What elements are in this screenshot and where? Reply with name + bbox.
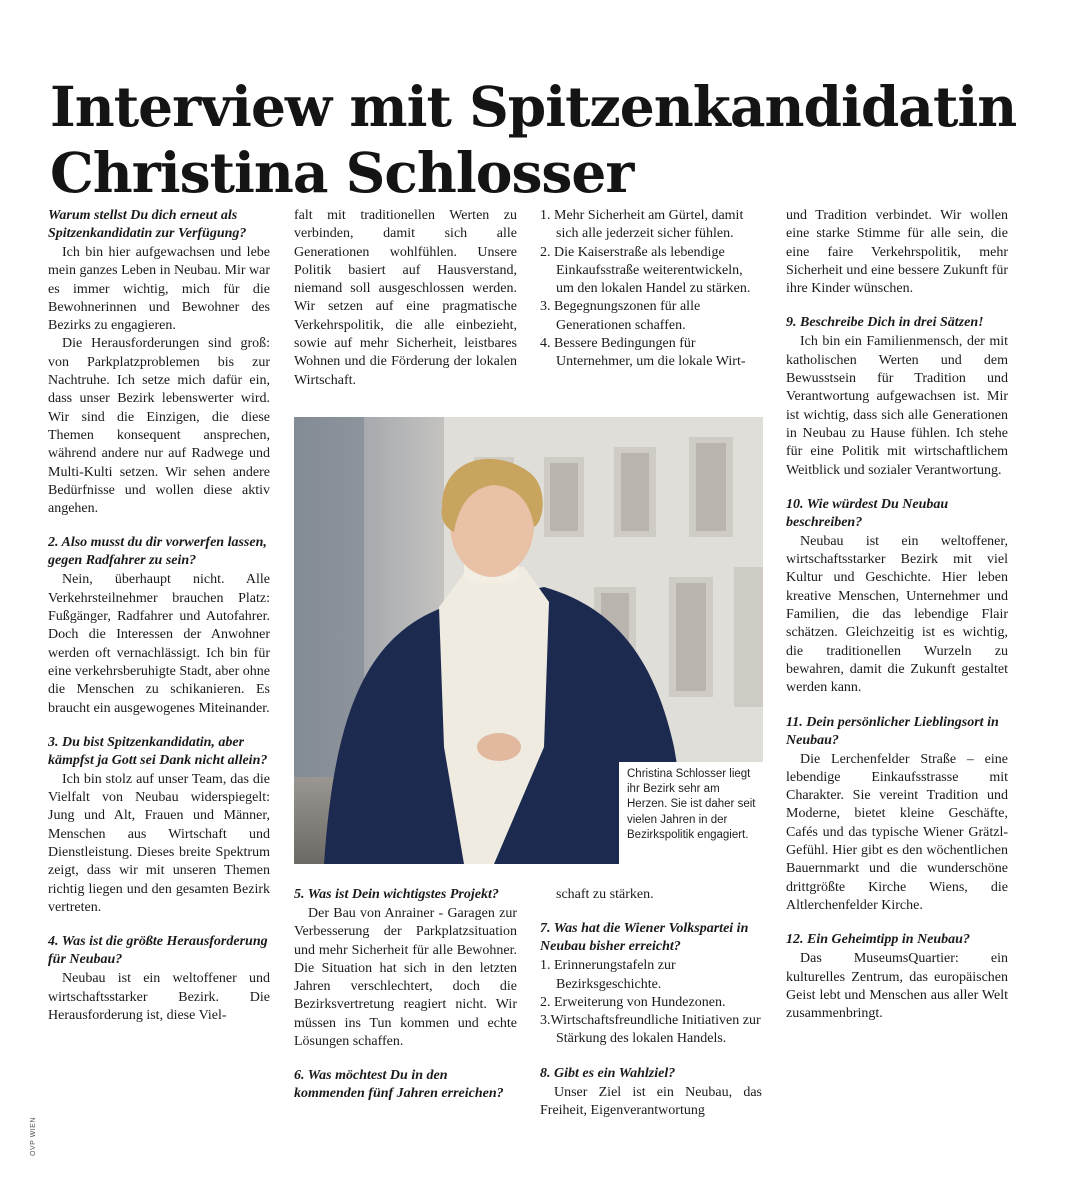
candidate-photo	[294, 417, 763, 864]
answer-8-continued: und Tradition verbindet. Wir wollen eine starke Stimme für alle sein, die eine faire Verkehrspolitik, mehr Sicherheit und eine bessere Zukunft für ihre Kinder wünschen.	[786, 208, 1008, 297]
goals-continued: schaft zu stärken.	[556, 887, 654, 902]
question-2: 2. Also musst du dir vorwerfen lassen, gegen Radfahrer zu sein?	[48, 535, 267, 569]
question-12: 12. Ein Geheimtipp in Neubau?	[786, 932, 970, 948]
question-4: 4. Was ist die größte Herausforderung für Neubau?	[48, 934, 268, 968]
goal-item: 1. Mehr Sicherheit am Gürtel, damit sich alle jederzeit sicher fühlen.	[540, 208, 744, 242]
question-11: 11. Dein persönlicher Lieblingsort in Neubau?	[786, 714, 999, 748]
column-3-top	[540, 207, 762, 372]
photo-caption: Christina Schlosser liegt ihr Bezirk sehr am Herzen. Sie ist daher seit vielen Jahren in der Bezirkspolitik engagiert.	[627, 768, 756, 841]
question-1: Warum stellst Du dich erneut als Spitzenkandidatin zur Verfügung?	[48, 208, 247, 241]
answer-2: Nein, überhaupt nicht. Alle Verkehrsteilnehmer brauchen Platz: Fußgänger, Radfahrer und Autofahrer. Doch die Interessen der Anwohner werden oft vernachlässigt. Ich bin für eine verkehrsberuhigte Stadt, aber ohne die Menschen zu schikanieren. Es braucht ein ausgewogenes Miteinander.	[48, 572, 270, 716]
answer-1-paragraph-1: Ich bin hier aufgewachsen und lebe mein ganzes Leben in Neubau. Mir war es immer wichtig, mich für die Bewohnerinnen und Bewohner des Bezirks zu engagieren.	[48, 245, 270, 334]
column-2-bottom	[294, 886, 517, 1104]
question-6: 6. Was möchtest Du in den kommenden fünf Jahren erreichen?	[294, 1068, 504, 1102]
answer-4-continued: falt mit traditionellen Werten zu verbinden, damit sich alle Generationen wohlfühlen. Unsere Politik basiert auf Hausverstand, niemand soll ausgeschlossen werden. Wir setzen auf eine pragmatische Verkehrspolitik, die alle einbezieht, sowie auf mehr Sicherheit, leistbares Wohnen und die Förderung der lokalen Wirtschaft.	[294, 208, 517, 388]
achievement-item: 1. Erinnerungstafeln zur Bezirksgeschichte.	[540, 958, 676, 992]
goal-item: 2. Die Kaiserstraße als lebendige Einkaufsstraße weiterentwickeln, um den lokalen Handel zu stärken.	[540, 244, 751, 297]
answer-8-start: Unser Ziel ist ein Neubau, das Freiheit, Eigenverantwortung	[540, 1084, 762, 1119]
goal-item: 3. Begegnungszonen für alle Generationen schaffen.	[540, 299, 701, 333]
answer-3: Ich bin stolz auf unser Team, das die Vielfalt von Neubau widerspiegelt: Jung und Alt, Frauen und Männer, Menschen aus Wirtschaft und Dienstleistung. Dieses breite Spektrum zeigt, dass wir mit unseren Themen richtig liegen und den gesamten Bezirk vertreten.	[48, 771, 270, 915]
achievements-list	[540, 957, 762, 1048]
question-10: 10. Wie würdest Du Neubau beschreiben?	[786, 496, 949, 530]
answer-9: Ich bin ein Familienmensch, der mit katholischen Werten und dem Bewusstsein für Tradition und Verantwortung aufgewachsen ist. Mir ist wichtig, dass sich alle Generationen in Neubau zu Hause fühlen. Ich stehe für eine Politik mit wirtschaftlichem Weitblick und sozialer Verantwortung.	[786, 334, 1008, 478]
column-2-top	[294, 207, 517, 390]
answer-10: Neubau ist ein weltoffener, wirtschaftsstarker Bezirk mit viel Kultur und Geschichte. Hier leben kreative Menschen, Unternehmer und Familien, die das lebendige Flair schätzen. Gleichzeitig ist es wichtig, die traditionellen Wurzeln zu bewahren, damit die Zukunft gestaltet werden kann.	[786, 533, 1008, 696]
answer-11: Die Lerchenfelder Straße – eine lebendige Einkaufsstrasse mit Charakter. Sie vereint Tradition und Moderne, bietet kleine Geschäfte, Cafés und das typische Wiener Grätzl-Gefühl. Hier gibt es den wöchentlichen Bauernmarkt und die wunderschöne drittgrößte Kirche Wiens, die Altlerchenfelder Kirche.	[786, 751, 1008, 913]
answer-12: Das MuseumsQuartier: ein kulturelles Zentrum, das europäischen Geist lebt und Menschen aus aller Welt zusammenbringt.	[786, 951, 1008, 1022]
achievement-item: 2. Erweiterung von Hundezonen.	[540, 994, 726, 1010]
column-1	[48, 207, 270, 1025]
goals-list	[540, 207, 762, 372]
answer-4-start: Neubau ist ein weltoffener und wirtschaftsstarker Bezirk. Die Herausforderung ist, diese Viel-	[48, 971, 270, 1023]
question-9: 9. Beschreibe Dich in drei Sätzen!	[786, 315, 984, 331]
answer-1-paragraph-2: Die Herausforderungen sind groß: von Parkplatzproblemen bis zur Nachtruhe. Ich setze mich dafür ein, dass unser Bezirk lebenswerter wird. Wir sind die Einzigen, die diese Themen konsequent ansprechen, während andere nur auf Radwege und Multi-Kulti setzen. Wir sehen andere Bedürfnisse und wollen diese aktiv angehen.	[48, 336, 270, 517]
photo-credit: ÖVP WIEN	[30, 1117, 37, 1156]
column-4	[786, 207, 1008, 1023]
achievement-item: 3.Wirtschaftsfreundliche Initiativen zur Stärkung des lokalen Handels.	[540, 1013, 761, 1047]
question-7: 7. Was hat die Wiener Volkspartei in Neubau bisher erreicht?	[540, 921, 749, 955]
goal-item: 4. Bessere Bedingungen für Unternehmer, um die lokale Wirt-	[540, 336, 746, 370]
question-8: 8. Gibt es ein Wahlziel?	[540, 1065, 676, 1081]
column-3-bottom	[540, 886, 762, 1120]
question-3: 3. Du bist Spitzenkandidatin, aber kämpfst ja Gott sei Dank nicht allein?	[48, 734, 268, 768]
answer-5: Der Bau von Anrainer - Garagen zur Verbesserung der Parkplatzsituation und mehr Sicherheit für alle Bewohner. Die Situation hat sich in den letzten Jahren verschlechtert, doch die Bezirksvertretung reagiert nicht. Wir müssen ins Tun kommen und echte Lösungen schaffen.	[294, 906, 517, 1050]
question-5: 5. Was ist Dein wichtigstes Projekt?	[294, 887, 499, 902]
page-title: Interview mit Spitzenkandidatin Christina Schlosser	[50, 74, 1017, 205]
